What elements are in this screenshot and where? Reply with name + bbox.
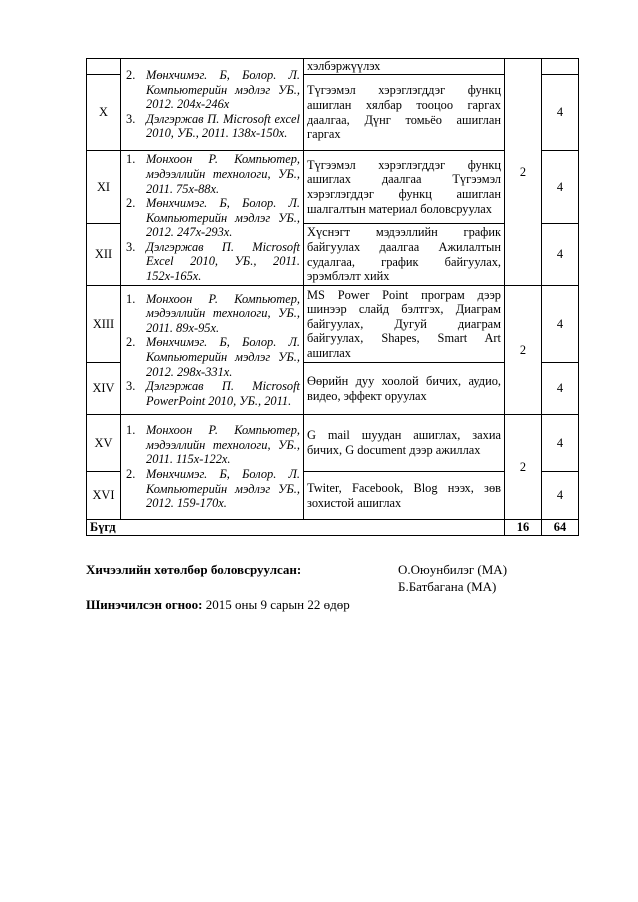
- topic-cell: Twiter, Facebook, Blog нээх, зөв зохистой ашиглах: [304, 472, 505, 520]
- updated-label: Шинэчилсэн огноо:: [86, 597, 203, 612]
- reference-number: 3.: [126, 379, 136, 394]
- lesson-number-cell: XVI: [87, 472, 121, 520]
- topic-cell: Түгээмэл хэрэглэгддэг функц ашиглах даалгаа Түгээмэл хэрэглэгддэг функц ашиглан шалгалтын материал боловсруулах: [304, 151, 505, 224]
- table-row: [87, 415, 579, 472]
- reference-cell: [121, 286, 304, 415]
- updated-date-line: [86, 596, 350, 613]
- reference-text: Мөнхчимэг. Б, Болор. Л. Компьютерийн мэдлэг УБ., 2012. 247х-293х.: [146, 196, 300, 240]
- reference-number: 3.: [126, 239, 136, 254]
- reference-text: Монхоон Р. Компьютер, мэдээллийн технологи, УБ., 2011. 75х-88х.: [146, 152, 300, 196]
- reference-item: [124, 112, 300, 141]
- total-label: Бүгд: [87, 520, 505, 536]
- prepared-by-label: Хичээлийн хөтөлбөр боловсруулсан:: [86, 562, 302, 577]
- topic-cell: G mail шуудан ашиглах, захиа бичих, G document дээр ажиллах: [304, 415, 505, 472]
- reference-item: [124, 379, 300, 408]
- reference-text: Мөнхчимэг. Б, Болор. Л. Компьютерийн мэдлэг УБ., 2012. 204х-246х: [146, 68, 300, 112]
- topic-cell: Хүснэгт мэдээллийн график байгуулах даалгаа Ажилалтын судалгаа, график байгуулах, эрэмблэлт хийх: [304, 224, 505, 286]
- reference-number: 1.: [126, 423, 136, 438]
- total-hours: 64: [542, 520, 579, 536]
- hours-cell: 4: [542, 286, 579, 363]
- weeks-cell: 2: [505, 415, 542, 520]
- reference-text: Дэлгэржав П. Microsoft excel 2010, УБ., 2011. 138х-150х.: [146, 111, 300, 141]
- author-name: О.Оюунбилэг (МА): [398, 562, 508, 577]
- reference-list: [124, 292, 300, 409]
- reference-number: 1.: [126, 291, 136, 306]
- lesson-number-cell: XV: [87, 415, 121, 472]
- table-row: [87, 59, 579, 75]
- hours-cell: 4: [542, 415, 579, 472]
- reference-text: Дэлгэржав П. Microsoft Excel 2010, УБ., 2011. 152х-165х.: [146, 239, 300, 284]
- lesson-number-cell: XIII: [87, 286, 121, 363]
- reference-cell: [121, 59, 304, 151]
- updated-value: 2015 оны 9 сарын 22 өдөр: [205, 597, 350, 612]
- topic-cell: Түгээмэл хэрэглэгддэг функц ашиглан хялбар тооцоо гаргах даалгаа, Дүнг томьёо ашиглан гаргах: [304, 75, 505, 151]
- topic-cell: Өөрийн дуу хоолой бичих, аудио, видео, эффект оруулах: [304, 363, 505, 415]
- hours-cell: 4: [542, 224, 579, 286]
- lesson-number-cell: XIV: [87, 363, 121, 415]
- lesson-number-cell: X: [87, 75, 121, 151]
- lesson-number-cell: XI: [87, 151, 121, 224]
- reference-number: 2.: [126, 68, 136, 83]
- total-row: [87, 520, 579, 536]
- hours-cell: 4: [542, 151, 579, 224]
- reference-text: Монхоон Р. Компьютер, мэдээллийн технологи, УБ., 2011. 115х-122х.: [146, 423, 300, 467]
- lesson-number-cell: XII: [87, 224, 121, 286]
- reference-text: Мөнхчимэг. Б, Болор. Л. Компьютерийн мэдлэг УБ., 2012. 159-170х.: [146, 467, 300, 511]
- table-row: [87, 286, 579, 363]
- topic-cell: хэлбэржүүлэх: [304, 59, 505, 75]
- reference-item: [124, 196, 300, 240]
- hours-cell: [542, 59, 579, 75]
- reference-item: [124, 68, 300, 112]
- reference-item: [124, 152, 300, 196]
- reference-cell: [121, 151, 304, 286]
- reference-text: Мөнхчимэг. Б, Болор. Л. Компьютерийн мэдлэг УБ., 2012. 298х-331х.: [146, 335, 300, 379]
- lesson-number-cell: [87, 59, 121, 75]
- hours-cell: 4: [542, 75, 579, 151]
- total-weeks: 16: [505, 520, 542, 536]
- reference-number: 2.: [126, 196, 136, 211]
- reference-item: [124, 240, 300, 284]
- reference-list: [124, 68, 300, 141]
- topic-cell: MS Power Point програм дээр шинээр слайд бэлтгэх, Диаграм байгуулах, Дугуй диаграм байгуулах, Shapes, Smart Art ашиглах: [304, 286, 505, 363]
- reference-item: [124, 292, 300, 336]
- reference-list: [124, 423, 300, 511]
- hours-cell: 4: [542, 363, 579, 415]
- reference-number: 3.: [126, 111, 136, 126]
- hours-cell: 4: [542, 472, 579, 520]
- reference-item: [124, 335, 300, 379]
- reference-item: [124, 467, 300, 511]
- reference-cell: [121, 415, 304, 520]
- reference-item: [124, 423, 300, 467]
- reference-list: [124, 152, 300, 283]
- weeks-cell: 2: [505, 286, 542, 415]
- reference-number: 2.: [126, 467, 136, 481]
- reference-number: 2.: [126, 335, 136, 350]
- reference-number: 1.: [126, 152, 136, 167]
- weeks-cell: 2: [505, 59, 542, 286]
- reference-text: Монхоон Р. Компьютер, мэдээллийн технологи, УБ., 2011. 89х-95х.: [146, 291, 300, 335]
- curriculum-table: [86, 58, 579, 536]
- author-name: Б.Батбагана (МА): [398, 579, 497, 594]
- reference-text: Дэлгэржав П. Microsoft PowerPoint 2010, УБ., 2011.: [146, 379, 300, 408]
